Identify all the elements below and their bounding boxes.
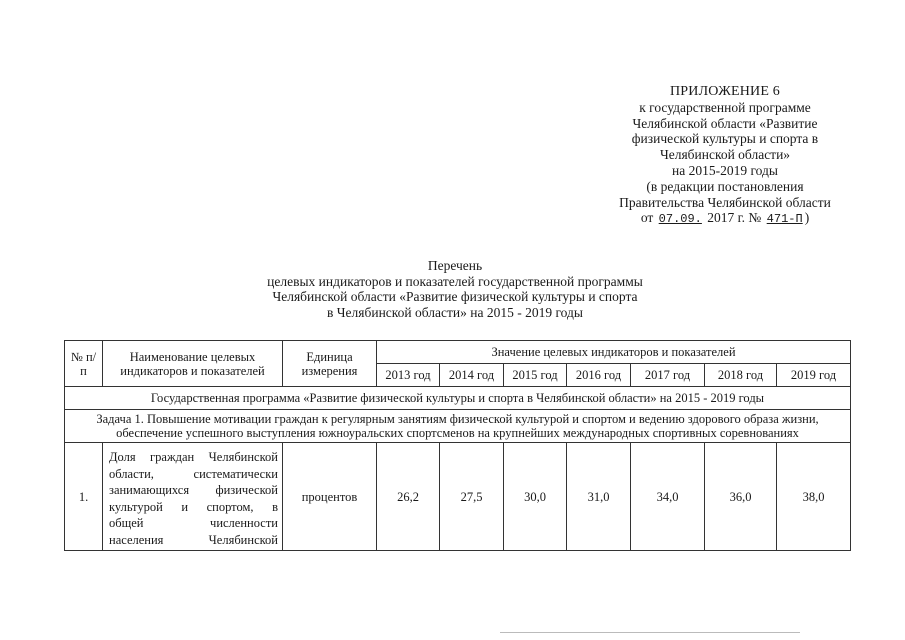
row-value: 38,0 — [777, 443, 851, 551]
row-value: 27,5 — [440, 443, 504, 551]
date-value: 07.09. — [658, 212, 702, 227]
header-name: Наименование целевых индикаторов и показателей — [103, 341, 283, 387]
header-year: 2017 год — [631, 364, 705, 387]
appendix-line: к государственной программе — [639, 99, 811, 115]
close-paren: ) — [804, 210, 810, 226]
date-suffix: 2017 г. № — [707, 210, 762, 226]
header-year: 2014 год — [440, 364, 504, 387]
row-name-line: занимающихся физической — [109, 483, 278, 497]
header-number: № п/п — [65, 341, 103, 387]
header-unit: Единица измерения — [283, 341, 377, 387]
row-name-line: Доля граждан Челябинской — [109, 450, 278, 464]
row-name-line: области, систематически — [109, 466, 278, 481]
list-title-line: Челябинской области «Развитие физической культуры и спорта — [272, 289, 638, 304]
decree-number: 471-П — [766, 212, 803, 227]
header-year: 2015 год — [504, 364, 567, 387]
program-row — [65, 387, 851, 410]
list-title — [170, 258, 740, 320]
row-name-line: общей численности — [109, 516, 278, 530]
appendix-line: Правительства Челябинской области — [619, 194, 831, 210]
row-value: 31,0 — [567, 443, 631, 551]
appendix-line: Челябинской области» — [659, 147, 791, 163]
row-value: 36,0 — [705, 443, 777, 551]
appendix-date-line — [580, 210, 870, 228]
table-row — [65, 443, 851, 551]
header-year: 2016 год — [567, 364, 631, 387]
page-edge-line — [500, 632, 800, 633]
row-number: 1. — [65, 443, 103, 551]
row-name-line: населения Челябинской — [109, 532, 278, 547]
appendix-line: (в редакции постановления — [646, 178, 804, 194]
appendix-line: физической культуры и спорта в — [631, 131, 819, 147]
row-value: 30,0 — [504, 443, 567, 551]
appendix-line: Челябинской области «Развитие — [632, 115, 818, 131]
row-value: 26,2 — [377, 443, 440, 551]
row-name — [103, 443, 283, 551]
row-value: 34,0 — [631, 443, 705, 551]
task-row — [65, 410, 851, 443]
header-year: 2013 год — [377, 364, 440, 387]
appendix-line: на 2015-2019 годы — [672, 162, 778, 178]
list-title-line: целевых индикаторов и показателей государственной программы — [267, 273, 643, 289]
list-title-line: Перечень — [427, 258, 483, 273]
header-row — [65, 341, 851, 364]
header-year: 2019 год — [777, 364, 851, 387]
row-unit: процентов — [283, 443, 377, 551]
program-title: Государственная программа «Развитие физической культуры и спорта в Челябинской области» на 2015 - 2019 годы — [65, 387, 851, 410]
list-title-line: в Челябинской области» на 2015 - 2019 годы — [327, 304, 583, 320]
row-name-line: культурой и спортом, в — [109, 499, 278, 514]
header-values-group: Значение целевых индикаторов и показателей — [377, 341, 851, 364]
task-title: Задача 1. Повышение мотивации граждан к регулярным занятиям физической культурой и спортом и ведению здорового образа жизни, обеспечение успешного выступления южноуральских спортсменов на крупнейших международных спортивных соревнованиях — [65, 410, 851, 443]
date-prefix: от — [640, 210, 654, 226]
header-year: 2018 год — [705, 364, 777, 387]
indicators-table — [64, 340, 851, 551]
appendix-block — [580, 84, 870, 228]
appendix-heading: ПРИЛОЖЕНИЕ 6 — [669, 84, 781, 99]
